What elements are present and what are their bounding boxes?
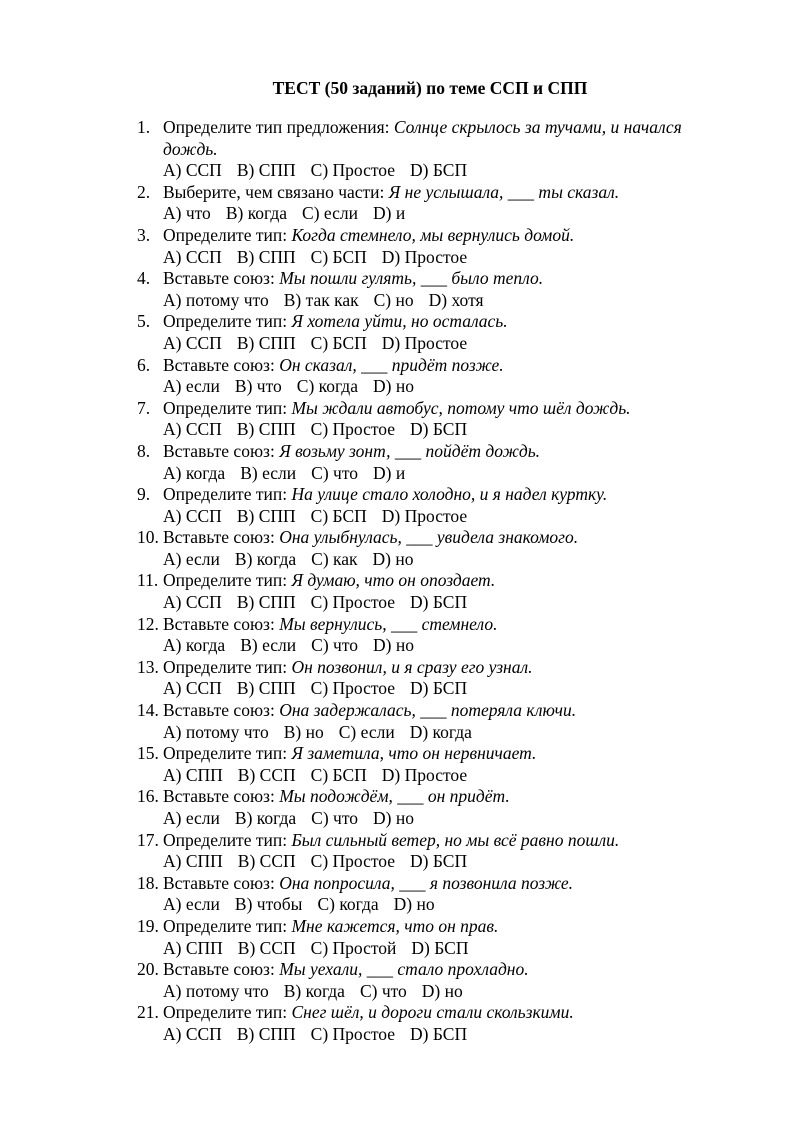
question-prompt: Определите тип: [163,829,292,850]
answer-options [163,808,737,830]
question-prompt-line [163,570,737,592]
question-item [137,484,737,527]
answer-option: D) но [393,894,435,915]
answer-option: D) БСП [410,678,468,699]
question-item [137,182,737,225]
answer-option: C) Простое [310,1023,396,1044]
question-item [137,355,737,398]
question-sentence: Я думаю, что он опоздает. [291,570,496,591]
answer-option: C) что [359,980,407,1001]
question-number: 5. [137,311,151,332]
question-item [137,916,737,959]
answer-option: D) но [372,548,414,569]
answer-option: C) если [338,721,395,742]
answer-options [163,376,737,398]
question-item [137,225,737,268]
question-number: 1. [137,117,151,137]
answer-option: D) БСП [410,851,468,872]
question-number: 11. [137,570,159,591]
question-sentence: Он позвонил, и я сразу его узнал. [291,656,533,677]
question-item [137,268,737,311]
question-number: 6. [137,354,151,375]
answer-option: B) что [234,376,282,397]
answer-option: A) ССП [163,419,222,440]
question-prompt: Вставьте союз: [163,440,280,461]
question-number: 15. [137,743,159,764]
question-number: 2. [137,181,151,202]
question-item [137,873,737,916]
question-prompt: Вставьте союз: [163,700,280,721]
question-prompt: Вставьте союз: [163,527,280,548]
answer-options [163,463,737,485]
question-number: 10. [137,527,159,548]
answer-option: C) Простое [310,851,396,872]
question-number: 14. [137,700,159,721]
answer-option: D) но [372,635,414,656]
question-sentence: Мы ждали автобус, потому что шёл дождь. [291,397,631,418]
answer-option: A) если [163,548,220,569]
answer-option: C) если [302,203,358,224]
question-prompt-line [163,786,737,808]
answer-option: A) если [163,376,220,397]
question-prompt: Определите тип: [163,1002,292,1023]
question-prompt: Вставьте союз: [163,354,280,375]
question-item [137,311,737,354]
question-prompt-line [163,614,737,636]
answer-option: D) Простое [381,764,468,785]
answer-option: C) БСП [310,764,367,785]
question-prompt-line [163,268,737,290]
question-sentence: Мы подождём, ___ он придёт. [279,786,510,807]
question-prompt: Определите тип: [163,570,292,591]
answer-option: B) СПП [236,678,296,699]
answer-options [163,894,737,916]
question-number: 21. [137,1002,159,1023]
question-prompt: Определите тип: [163,743,292,764]
answer-option: D) когда [409,721,472,742]
question-item [137,657,737,700]
question-item [137,398,737,441]
question-prompt: Определите тип: [163,484,292,505]
answer-option: B) чтобы [234,894,303,915]
answer-options [163,506,737,528]
answer-option: B) но [283,721,324,742]
question-item [137,700,737,743]
answer-options [163,1024,737,1046]
question-prompt-line [163,311,737,333]
question-sentence: Солнце скрылось за тучами, и начался дождь. [163,117,682,159]
question-prompt-line [163,830,737,852]
answer-option: D) БСП [410,1023,468,1044]
question-sentence: Я не услышала, ___ ты сказал. [388,181,620,202]
question-number: 19. [137,915,159,936]
answer-option: B) когда [225,203,288,224]
answer-options [163,678,737,700]
answer-option: A) ССП [163,505,222,526]
answer-options [163,635,737,657]
answer-option: B) СПП [236,419,296,440]
answer-option: A) СПП [163,851,223,872]
answer-option: D) но [372,376,414,397]
answer-option: B) СПП [236,592,296,613]
question-sentence: Мы вернулись, ___ стемнело. [279,613,498,634]
question-number: 4. [137,268,151,289]
answer-option: B) СПП [236,1023,296,1044]
answer-option: B) если [240,462,297,483]
answer-option: C) когда [296,376,358,397]
question-prompt: Определите тип: [163,656,292,677]
question-prompt-line [163,1002,737,1024]
question-sentence: Она задержалась, ___ потеряла ключи. [279,700,577,721]
question-prompt-line [163,441,737,463]
answer-option: C) что [311,808,358,828]
answer-option: B) если [240,635,297,656]
answer-option: A) ССП [163,678,222,699]
answer-option: A) потому что [163,980,269,1001]
answer-options [163,160,737,182]
answer-options [163,290,737,312]
question-item [137,959,737,1002]
answer-option: A) когда [163,462,226,483]
question-sentence: Мы уехали, ___ стало прохладно. [279,959,529,980]
question-list [137,117,737,1046]
answer-option: A) ССП [163,592,222,613]
question-sentence: Она попросила, ___ я позвонила позже. [279,872,574,893]
question-number: 8. [137,440,151,461]
question-number: 20. [137,959,159,980]
answer-option: A) ССП [163,1023,222,1044]
answer-options [163,592,737,614]
answer-option: A) когда [163,635,226,656]
answer-option: A) ССП [163,246,222,267]
question-prompt-line [163,743,737,765]
question-prompt: Определите тип: [163,915,292,936]
question-prompt: Вставьте союз: [163,959,280,980]
question-item [137,570,737,613]
question-number: 18. [137,872,159,893]
question-number: 17. [137,829,159,850]
answer-option: D) Простое [381,505,468,526]
answer-option: C) Простое [310,678,396,699]
answer-option: D) Простое [381,332,468,353]
answer-option: C) как [311,548,358,569]
question-number: 16. [137,786,159,807]
question-prompt-line [163,916,737,938]
answer-options [163,981,737,1003]
answer-option: B) когда [283,980,345,1001]
question-sentence: Я заметила, что он нервничает. [291,743,537,764]
question-sentence: Я хотела уйти, но осталась. [291,311,508,332]
question-prompt-line [163,657,737,679]
answer-option: D) БСП [411,937,469,958]
question-number: 9. [137,484,151,505]
answer-option: A) СПП [163,937,223,958]
answer-option: B) когда [234,808,297,828]
question-prompt: Определите тип: [163,397,292,418]
answer-option: C) но [373,289,414,310]
answer-options [163,549,737,571]
question-prompt-line [163,355,737,377]
question-sentence: Мы пошли гулять, ___ было тепло. [279,268,544,289]
question-prompt: Определите тип: [163,224,292,245]
answer-option: A) если [163,894,220,915]
question-sentence: Когда стемнело, мы вернулись домой. [291,224,575,245]
question-item [137,527,737,570]
question-sentence: На улице стало холодно, и я надел куртку. [291,484,608,505]
question-prompt: Вставьте союз: [163,268,280,289]
question-prompt-line [163,182,737,204]
answer-option: B) СПП [236,246,296,267]
answer-option: C) БСП [310,332,367,353]
question-prompt: Определите тип: [163,311,292,332]
question-prompt-line [163,873,737,895]
answer-option: D) но [421,980,463,1001]
answer-option: D) и [372,203,406,224]
answer-option: D) БСП [410,160,468,181]
question-sentence: Она улыбнулась, ___ увидела знакомого. [279,527,579,548]
question-prompt-line [163,959,737,981]
answer-option: D) и [372,462,406,483]
answer-option: A) если [163,808,220,828]
answer-option: B) СПП [236,332,296,353]
question-sentence: Мне кажется, что он прав. [291,915,499,936]
answer-option: B) ССП [237,937,296,958]
question-prompt: Определите тип предложения: [163,117,394,137]
question-prompt-line [163,225,737,247]
question-item [137,441,737,484]
answer-option: A) потому что [163,289,269,310]
answer-option: A) что [163,203,211,224]
answer-option: B) ССП [237,764,296,785]
answer-option: A) потому что [163,721,269,742]
question-item [137,117,737,182]
answer-option: A) ССП [163,160,222,181]
question-sentence: Он сказал, ___ придёт позже. [279,354,504,375]
answer-option: A) ССП [163,332,222,353]
answer-options [163,851,737,873]
answer-option: B) ССП [237,851,296,872]
answer-option: D) БСП [410,592,468,613]
answer-option: C) что [311,462,358,483]
answer-option: C) БСП [310,505,367,526]
answer-option: D) Простое [381,246,468,267]
question-prompt-line [163,117,737,160]
answer-option: C) что [311,635,358,656]
answer-option: B) СПП [236,160,296,181]
answer-option: D) БСП [410,419,468,440]
answer-option: B) СПП [236,505,296,526]
question-prompt-line [163,527,737,549]
question-prompt: Вставьте союз: [163,613,280,634]
question-number: 13. [137,656,159,677]
question-prompt-line [163,700,737,722]
answer-options [163,419,737,441]
answer-option: C) Простое [310,592,396,613]
answer-options [163,722,737,744]
question-item [137,786,737,829]
question-prompt-line [163,484,737,506]
answer-options [163,203,737,225]
question-item [137,614,737,657]
question-prompt-line [163,398,737,420]
answer-option: C) когда [317,894,379,915]
answer-option: C) Простой [310,937,397,958]
answer-options [163,938,737,960]
answer-option: C) БСП [310,246,367,267]
answer-option: B) так как [283,289,359,310]
question-sentence: Был сильный ветер, но мы всё равно пошли. [291,829,620,850]
question-item [137,830,737,873]
answer-option: C) Простое [310,160,396,181]
answer-option: D) хотя [428,289,484,310]
question-prompt: Вставьте союз: [163,786,280,807]
question-sentence: Я возьму зонт, ___ пойдёт дождь. [279,440,541,461]
question-item [137,1002,737,1045]
question-sentence: Снег шёл, и дороги стали скользкими. [291,1002,574,1023]
answer-options [163,333,737,355]
answer-options [163,765,737,787]
question-number: 7. [137,397,151,418]
answer-option: C) Простое [310,419,396,440]
question-prompt: Выберите, чем связано части: [163,181,389,202]
answer-option: A) СПП [163,764,223,785]
question-number: 3. [137,224,151,245]
question-number: 12. [137,613,159,634]
page-title: ТЕСТ (50 заданий) по теме ССП и СПП [272,78,588,98]
answer-option: D) но [372,808,414,828]
answer-option: B) когда [234,548,297,569]
answer-options [163,247,737,269]
question-prompt: Вставьте союз: [163,872,280,893]
question-item [137,743,737,786]
